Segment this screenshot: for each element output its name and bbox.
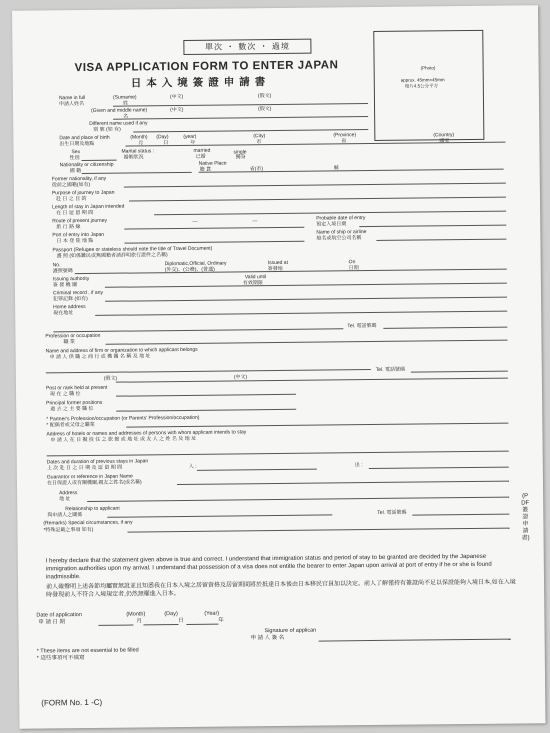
declaration-en: I hereby declare that the statement given above is true and correct. I understand that immigration status and period of stay to be granted are decided by the Japanese immigration authorities upon my arrival. I understand that possession of a visa does not entitle the bearer to enter Japan upon arrival at port of entry if he or she is found inadmissible. xyxy=(45,553,492,581)
home-tel-label xyxy=(347,323,376,329)
exit-cn: 出 : xyxy=(354,462,363,469)
signature-cn: 申 請 人 簽 名 xyxy=(250,634,285,642)
partner-cn: * 配偶者或父母之職業 xyxy=(46,421,95,429)
org-line[interactable] xyxy=(46,369,371,373)
given-names-line[interactable] xyxy=(113,113,368,120)
photo-size-en: approx. 45mm×45mm xyxy=(400,77,445,83)
address-cn: 地 址 xyxy=(59,496,71,503)
purpose-cn: 赴 日 之 目 的 xyxy=(55,195,87,203)
native-place-label: Native Place xyxy=(198,160,227,167)
photo-size-cn: 相片4.5公分平方 xyxy=(404,83,439,89)
county-cn: 縣 xyxy=(333,165,339,172)
date-app-label: Date of application xyxy=(36,612,82,619)
length-label: Length of stay in Japan intended xyxy=(52,203,125,211)
nationality-cn: 國 籍 xyxy=(69,168,82,175)
hotel-line[interactable] xyxy=(47,451,509,457)
post-line[interactable] xyxy=(116,394,296,397)
home-line[interactable] xyxy=(95,311,507,316)
no-cn: 護照號碼 xyxy=(52,268,73,275)
org-label: Name and address of firm or organization to which applicant belongs xyxy=(45,346,198,355)
issued-at-label: Issued at xyxy=(267,259,288,267)
length-cn: 在 日 逗 留 期 間 xyxy=(56,209,94,217)
hotel-label: Address of hotels or names and addresses of persons with whom applicant intends to stay xyxy=(46,429,247,438)
relationship-line[interactable] xyxy=(107,514,332,517)
partner-line[interactable] xyxy=(126,423,508,428)
address-line[interactable] xyxy=(87,497,509,502)
guarantor-line[interactable] xyxy=(177,481,509,485)
route-dash-1: — xyxy=(192,218,198,225)
name-full-cn: 申請人姓名 xyxy=(58,101,85,108)
remarks-line[interactable] xyxy=(127,528,509,533)
valid-label: Valid until xyxy=(244,274,267,281)
dob-year: (year) xyxy=(183,133,197,140)
ship-cn: 船名或航空公司名稱 xyxy=(316,235,362,242)
guarantor-cn: 在日保證人或有關機關,親友之姓名(或名稱) xyxy=(46,479,142,487)
photo-box[interactable] xyxy=(373,30,484,141)
org-tel-cn: 電話號碼 xyxy=(384,366,406,373)
passport-label: Passport (Refugee or stateless should note the title of Travel Document) xyxy=(52,245,213,254)
partner-label: * Partner's Profession/occupation (or Parents' Profession/occupation) xyxy=(46,414,200,423)
dob-day: (Day) xyxy=(156,134,169,141)
purpose-label: Purpose of journey to Japan xyxy=(51,189,115,197)
port-label: Port of entry into Japan xyxy=(52,231,105,239)
issuing-cn: 簽 發 機 關 xyxy=(52,282,78,289)
sex-label: Sex xyxy=(71,149,81,156)
surname-label: (Surname) xyxy=(112,94,137,101)
dob-province: (Province) xyxy=(333,132,357,139)
no-label: No. xyxy=(52,262,61,269)
dob-city: (City) xyxy=(253,133,266,140)
former-nat-label: Former nationality, if any xyxy=(51,175,107,183)
home-label: Home address xyxy=(53,303,86,311)
photo-label: (Photo) xyxy=(420,65,436,71)
prev-stay-label: Dates and duration of previous stays in Japan xyxy=(46,458,149,466)
route-cn: 旅 行 路 線 xyxy=(56,224,81,231)
dob-cn: 出生日期及地點 xyxy=(59,140,95,148)
diff-names-cn: 別 號 (如 有) xyxy=(93,126,121,133)
guarantor-tel-line[interactable] xyxy=(412,514,509,516)
surname-cn: 姓 xyxy=(122,100,129,107)
org-tel-line[interactable] xyxy=(411,371,508,373)
remarks-cn: *特殊記載之事項 如有) xyxy=(43,526,94,534)
nationality-label: Nationality or citizenship xyxy=(59,161,114,169)
guarantor-label: Guarantor or reference in Japan Name xyxy=(46,473,133,481)
married-option[interactable]: married xyxy=(193,147,211,154)
profession-cn: 職 業 xyxy=(63,339,75,346)
criminal-cn: 犯罪記錄 (如有) xyxy=(53,295,88,303)
home-cn: 現在地址 xyxy=(53,310,74,317)
org-cn: 申 請 人 供 職 之 商 行 或 機 關 名 稱 及 地 址 xyxy=(49,353,151,361)
marital-cn: 婚姻狀況 xyxy=(123,154,144,161)
principal-line[interactable] xyxy=(116,409,296,412)
entry-type-box[interactable]: 單次 ・ 數次 ・ 過境 xyxy=(183,39,311,55)
prob-date-cn: 預定入境日期 xyxy=(316,221,347,228)
route-line[interactable] xyxy=(124,227,304,230)
sig-day-line[interactable] xyxy=(143,624,178,625)
sig-month-cn: 月 xyxy=(136,618,142,625)
on-cn: 日期 xyxy=(348,265,359,272)
sig-year-line[interactable] xyxy=(186,624,218,625)
kana-2: (假文) xyxy=(258,106,272,113)
dob-city-cn: 市 xyxy=(256,139,262,146)
prob-date-line[interactable] xyxy=(359,225,506,228)
province-cn-2: 省(市) xyxy=(249,166,264,173)
dob-day-cn: 日 xyxy=(163,140,169,147)
purpose-line[interactable] xyxy=(129,197,506,202)
home-tel-en: Tel. xyxy=(347,323,356,330)
principal-cn: 過 去 之 主 要 職 位 xyxy=(50,405,94,413)
home-tel-line[interactable] xyxy=(383,327,507,329)
dob-month-cn: 月 xyxy=(138,140,144,147)
sig-month-line[interactable] xyxy=(98,625,133,626)
entry-line[interactable] xyxy=(197,469,317,471)
port-cn: 日 本 登 陸 地 點 xyxy=(56,237,94,245)
org-chinese: (中文) xyxy=(233,374,248,381)
diplomatic-cn: (外交)、(公務)、(普通) xyxy=(164,266,215,274)
sig-year: (Year) xyxy=(204,610,220,617)
native-place-line[interactable] xyxy=(199,166,504,173)
relationship-label: Relationship to applicant xyxy=(65,505,120,513)
sig-month: (Month) xyxy=(126,611,146,618)
org-name-line[interactable] xyxy=(116,378,508,383)
dob-month: (Month) xyxy=(130,134,148,141)
criminal-line[interactable] xyxy=(105,297,507,302)
dob-province-cn: 省 xyxy=(341,138,347,145)
form-title-jp: 日本入境簽證申請書 xyxy=(130,76,271,90)
ship-line[interactable] xyxy=(376,239,506,241)
nationality-line[interactable] xyxy=(82,172,192,174)
signature-line[interactable] xyxy=(319,639,511,642)
port-line[interactable] xyxy=(124,241,304,244)
chinese-1: (中文) xyxy=(169,93,184,101)
dob-label: Date and place of birth xyxy=(59,134,110,142)
dob-country: (Country) xyxy=(433,132,455,139)
issued-at-cn: 簽發地 xyxy=(267,265,283,273)
org-kana: (假文) xyxy=(103,375,118,382)
kana-1: (假文) xyxy=(257,93,272,100)
remarks-label: (Remarks) Special circumstances, if any xyxy=(43,519,133,527)
on-label: On xyxy=(348,259,356,266)
criminal-label: Criminal record , if any xyxy=(52,289,104,297)
passport-cn: 護 照 (如係難民或無國籍者請詳明旅行證件之名稱) xyxy=(56,252,168,260)
given-names-cn: 名 xyxy=(123,113,129,120)
footer-note: * These items are not essential to be filled xyxy=(36,647,139,655)
profession-line[interactable] xyxy=(106,340,508,345)
prob-date-label: Probable date of entry xyxy=(316,215,366,222)
diplomatic-label: Diplomatic,Official, Ordinary xyxy=(164,260,227,268)
home-line-2[interactable] xyxy=(53,328,343,332)
prev-stay-cn: 上 次 赴 日 之 日 期 及 逗 留 期 間 xyxy=(46,464,123,472)
org-tel-en: Tel. xyxy=(375,366,384,373)
dob-country-cn: 國家 xyxy=(439,138,450,145)
sig-day: (Day) xyxy=(164,611,178,618)
native-place-cn: 籍 貫 xyxy=(199,166,212,173)
form-title-en: VISA APPLICATION FORM TO ENTER JAPAN xyxy=(74,59,339,75)
issuing-line[interactable] xyxy=(105,283,507,288)
given-names-label: (Given and middle name) xyxy=(91,107,148,114)
dob-year-cn: 年 xyxy=(190,139,196,146)
footer-note-cn: * 這些事項可不填寫 xyxy=(36,655,85,662)
application-form-sheet xyxy=(12,5,545,728)
form-number: (FORM No. 1 -C) xyxy=(41,697,103,708)
marital-label: Marital status : xyxy=(121,148,155,155)
post-cn: 現 在 之 職 位 xyxy=(50,391,81,398)
hotel-cn: 申 請 人 在 日 擬 投 住 之 旅 館 或 地 址 或 友 人 之 姓 名 及 地 址 xyxy=(50,435,197,444)
exit-line[interactable] xyxy=(369,467,509,469)
org-tel-label xyxy=(376,367,405,373)
relationship-cn: 與申請人之關係 xyxy=(47,512,83,519)
signature-label: Signature of applican xyxy=(264,627,317,635)
route-dash-2: — xyxy=(252,218,258,225)
home-tel-cn: 電話號碼 xyxy=(356,322,377,330)
entry-cn: 入 : xyxy=(188,463,197,470)
single-cn: 獨身 xyxy=(235,154,246,161)
side-note: (PDF 簽證申請書) xyxy=(521,493,530,542)
guarantor-tel-en: Tel. xyxy=(377,509,386,516)
post-label: Post or rank held at present xyxy=(45,384,108,392)
diff-names-label: Different name used if any xyxy=(89,120,148,127)
chinese-2: (中文) xyxy=(170,106,184,114)
ship-label: Name of ship or airline xyxy=(316,229,367,236)
guarantor-tel-cn: 電話號碼 xyxy=(386,509,407,516)
surname-line[interactable] xyxy=(113,100,368,107)
issuing-label: Issuing authority xyxy=(52,275,90,283)
name-full-label: Name in full xyxy=(58,94,86,102)
former-nat-line[interactable] xyxy=(124,183,506,188)
married-cn: 已婚 xyxy=(195,153,206,160)
sig-year-cn: 年 xyxy=(218,617,224,624)
address-label: Address xyxy=(59,490,78,497)
declaration-cn: 前人確聲明上述各節均屬實無訛並且知悉我在日本入境之居留資格及居留期間將於抵達日本後由日本移民官員加以決定。前人了解僅持有簽證尚不足以保證能夠入境日本,如在入境時發現前人不符合入境規定者,仍然無權進入日本。 xyxy=(46,579,516,599)
former-nat-cn: 從前之國籍(如有) xyxy=(51,181,91,189)
sex-cn: 性別 xyxy=(69,155,80,162)
principal-label: Principal former positions xyxy=(46,399,103,407)
valid-cn: 有效期限 xyxy=(242,280,263,287)
single-option[interactable]: single xyxy=(233,149,247,156)
guarantor-tel-label xyxy=(377,510,406,516)
date-app-cn: 申 請 日 期 xyxy=(38,619,66,626)
route-label: Route of present journey xyxy=(52,217,108,225)
sig-day-cn: 日 xyxy=(178,617,184,625)
profession-label: Profession or occupation xyxy=(45,332,101,340)
